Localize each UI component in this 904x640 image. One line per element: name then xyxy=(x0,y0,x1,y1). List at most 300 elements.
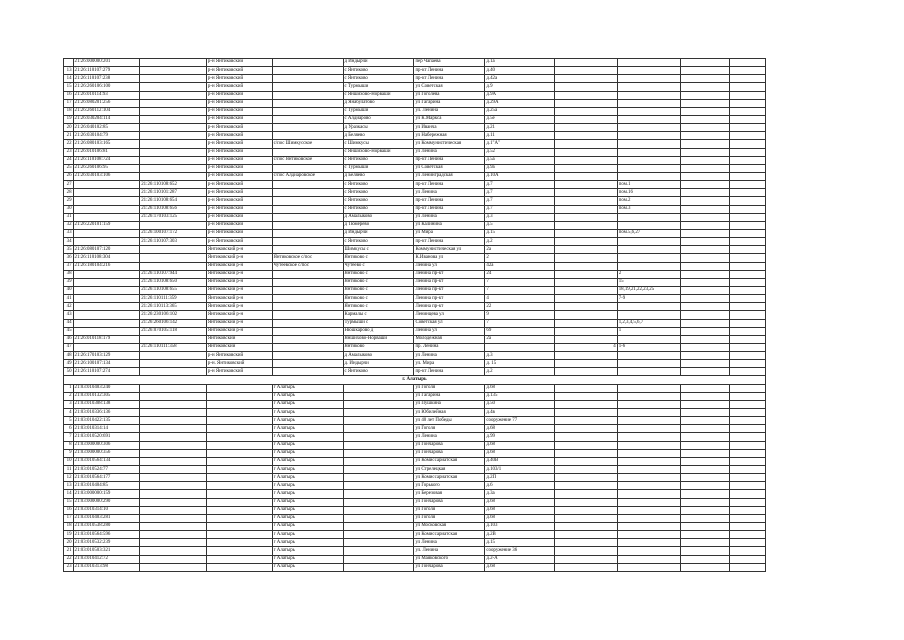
table-cell: 13 xyxy=(64,67,74,75)
empty-cell xyxy=(729,164,765,172)
table-cell: р-н Янтиковский xyxy=(206,172,272,180)
table-cell: ул Гагарина xyxy=(414,392,485,400)
table-cell xyxy=(140,172,207,180)
table-cell xyxy=(555,83,617,91)
table-row xyxy=(64,474,766,482)
table-cell: 4 xyxy=(485,295,555,303)
table-cell: ул Набережная xyxy=(414,132,485,140)
table-row xyxy=(64,254,766,262)
table-row xyxy=(64,75,766,83)
table-cell: Янтиковский xyxy=(206,343,272,351)
table-cell: 21:03:010403:240 xyxy=(73,384,140,392)
empty-cell xyxy=(681,75,730,83)
table-cell xyxy=(73,229,140,237)
table-cell: д Индырчи xyxy=(343,229,414,237)
table-cell xyxy=(555,229,617,237)
table-cell xyxy=(555,172,617,180)
table-row xyxy=(64,189,766,197)
table-row xyxy=(64,563,766,571)
table-cell: с Янтиково xyxy=(343,197,414,205)
table-cell: 7 xyxy=(485,286,555,294)
table-cell: д.5 xyxy=(485,221,555,229)
empty-cell xyxy=(729,384,765,392)
table-cell xyxy=(617,514,681,522)
table-cell xyxy=(73,197,140,205)
table-cell: Ленина ул xyxy=(414,262,485,270)
table-cell: р-н Янтиковский xyxy=(206,83,272,91)
table-cell: д.2П xyxy=(485,474,555,482)
empty-cell xyxy=(729,327,765,335)
table-cell xyxy=(617,417,681,425)
table-cell xyxy=(140,59,207,67)
table-cell: ул Стрелецкая xyxy=(414,466,485,474)
empty-cell xyxy=(729,482,765,490)
empty-cell xyxy=(681,270,730,278)
table-row xyxy=(64,59,766,67)
table-cell xyxy=(140,449,207,457)
table-cell: 30 xyxy=(64,205,74,213)
table-cell: ул Калинина xyxy=(414,221,485,229)
table-cell xyxy=(617,107,681,115)
table-cell: ул. Ленина xyxy=(414,107,485,115)
table-cell: 4 xyxy=(555,343,617,351)
table-cell xyxy=(272,319,343,327)
table-row xyxy=(64,246,766,254)
empty-cell xyxy=(681,197,730,205)
table-cell xyxy=(617,254,681,262)
table-cell xyxy=(617,539,681,547)
table-cell: 42 xyxy=(64,303,74,311)
table-cell: 21:26:070105:118 xyxy=(140,327,207,335)
empty-cell xyxy=(729,172,765,180)
table-cell: Янтиковский р-н xyxy=(206,295,272,303)
table-cell: г Алатырь xyxy=(272,409,343,417)
table-cell: 21:26:260106:142 xyxy=(140,319,207,327)
table-row xyxy=(64,409,766,417)
table-cell xyxy=(555,278,617,286)
table-cell: ул Гоголя xyxy=(414,506,485,514)
table-cell: 12 xyxy=(64,474,74,482)
table-cell: д.9 xyxy=(485,83,555,91)
empty-cell xyxy=(681,449,730,457)
table-cell: Янтиковский р-н xyxy=(206,246,272,254)
table-cell xyxy=(206,457,272,465)
table-cell: г Алатырь xyxy=(272,498,343,506)
empty-cell xyxy=(681,539,730,547)
table-cell: 23 xyxy=(64,563,74,571)
empty-cell xyxy=(681,563,730,571)
table-cell: д.1а xyxy=(485,59,555,67)
table-cell: 69 xyxy=(485,327,555,335)
table-cell: д.10А xyxy=(485,172,555,180)
table-cell: г Алатырь xyxy=(272,490,343,498)
table-cell: д.25а xyxy=(485,107,555,115)
table-cell: д.50 xyxy=(485,400,555,408)
table-cell: с Яншихово-Норваши xyxy=(343,148,414,156)
table-cell xyxy=(617,482,681,490)
table-row xyxy=(64,303,766,311)
empty-cell xyxy=(681,132,730,140)
table-cell xyxy=(206,531,272,539)
table-cell: 21:03:010132:305 xyxy=(73,392,140,400)
table-cell: 17 xyxy=(64,514,74,522)
table-cell: 21:03:010564:177 xyxy=(73,474,140,482)
table-cell xyxy=(140,498,207,506)
table-cell: г Алатырь xyxy=(272,417,343,425)
table-cell xyxy=(206,466,272,474)
table-cell xyxy=(272,205,343,213)
table-cell xyxy=(206,547,272,555)
table-cell xyxy=(140,409,207,417)
empty-cell xyxy=(681,555,730,563)
table-row xyxy=(64,295,766,303)
table-cell: д Амалыково xyxy=(343,352,414,360)
empty-cell xyxy=(729,417,765,425)
table-cell xyxy=(140,433,207,441)
table-cell xyxy=(272,238,343,246)
table-cell xyxy=(617,563,681,571)
table-cell: ул Иванча xyxy=(414,124,485,132)
empty-cell xyxy=(681,181,730,189)
table-cell xyxy=(555,270,617,278)
empty-cell xyxy=(729,303,765,311)
table-cell xyxy=(555,303,617,311)
table-cell xyxy=(617,466,681,474)
table-cell: г Алатырь xyxy=(272,384,343,392)
table-cell xyxy=(617,523,681,531)
table-cell: Янтиковский р-н xyxy=(206,311,272,319)
table-cell: Янтиковское с/пос xyxy=(272,254,343,262)
table-cell: 21:26:010114:93 xyxy=(73,91,140,99)
table-cell: 10 xyxy=(64,457,74,465)
table-cell: д.1"А" xyxy=(485,140,555,148)
table-cell: с Янтиково xyxy=(343,75,414,83)
table-cell: Ленина пр-кт xyxy=(414,303,485,311)
table-cell xyxy=(140,384,207,392)
table-row xyxy=(64,140,766,148)
table-cell: 21:26:180104:216 xyxy=(73,262,140,270)
empty-cell xyxy=(729,352,765,360)
table-cell: К.Иванова ул xyxy=(414,254,485,262)
table-cell: г Алатырь xyxy=(272,523,343,531)
table-cell xyxy=(617,474,681,482)
table-cell xyxy=(206,384,272,392)
table-cell xyxy=(555,360,617,368)
table-cell xyxy=(140,124,207,132)
table-cell: Янтиковский xyxy=(206,335,272,343)
table-cell xyxy=(140,400,207,408)
table-cell: 8 xyxy=(64,441,74,449)
table-row xyxy=(64,197,766,205)
table-cell xyxy=(272,360,343,368)
table-cell: пр. Ленина xyxy=(414,343,485,351)
table-cell: Шимкусы с xyxy=(343,246,414,254)
table-cell: д.5а xyxy=(485,156,555,164)
table-cell xyxy=(555,474,617,482)
table-cell xyxy=(140,547,207,555)
table-cell: пр-кт Ленина xyxy=(414,238,485,246)
table-cell: г Алатырь xyxy=(272,474,343,482)
table-cell: 21:26:110108:655 xyxy=(140,286,207,294)
empty-cell xyxy=(729,474,765,482)
table-body xyxy=(64,59,766,572)
table-cell: р-н Янтиковский xyxy=(206,205,272,213)
table-cell: 21:26:110113:365 xyxy=(140,303,207,311)
table-cell: д.40В xyxy=(485,457,555,465)
table-cell: 21:03:000000:356 xyxy=(73,449,140,457)
table-cell: Янтиково с xyxy=(343,303,414,311)
table-cell xyxy=(272,181,343,189)
table-cell xyxy=(343,547,414,555)
empty-cell xyxy=(729,539,765,547)
table-cell xyxy=(272,91,343,99)
table-cell: 15 xyxy=(64,83,74,91)
table-cell xyxy=(617,83,681,91)
table-cell: с Турмыши xyxy=(343,83,414,91)
table-cell: Янтиковский р-н xyxy=(206,254,272,262)
empty-cell xyxy=(729,156,765,164)
table-cell: пр-кт Ленина xyxy=(414,205,485,213)
table-cell: Ленина пр-кт xyxy=(414,270,485,278)
table-cell: р-н Янтиковский xyxy=(206,75,272,83)
table-cell xyxy=(617,433,681,441)
empty-cell xyxy=(681,91,730,99)
table-cell xyxy=(617,124,681,132)
table-cell: д.68 xyxy=(485,498,555,506)
table-cell: 21:03:010538:280 xyxy=(73,523,140,531)
empty-cell xyxy=(681,433,730,441)
table-cell: пом.5,6,27 xyxy=(617,229,681,237)
table-cell: д.52 xyxy=(485,148,555,156)
table-cell: 21:26:080107:120 xyxy=(73,246,140,254)
table-cell: 2 xyxy=(485,254,555,262)
table-cell: г Алатырь xyxy=(272,449,343,457)
table-cell: ул Гончарова xyxy=(414,563,485,571)
table-cell xyxy=(140,417,207,425)
table-row xyxy=(64,352,766,360)
table-cell xyxy=(140,221,207,229)
table-cell: ул Коммунистическая xyxy=(414,140,485,148)
table-cell: ул Ленина xyxy=(414,352,485,360)
table-cell: 21:03:010532:239 xyxy=(73,539,140,547)
empty-cell xyxy=(681,457,730,465)
table-cell xyxy=(555,107,617,115)
table-cell: Янтиково xyxy=(343,343,414,351)
empty-cell xyxy=(681,107,730,115)
table-cell xyxy=(206,392,272,400)
table-cell: д.40 xyxy=(485,67,555,75)
table-cell xyxy=(555,189,617,197)
table-cell: с Янтиково xyxy=(343,156,414,164)
empty-cell xyxy=(729,140,765,148)
empty-cell xyxy=(681,286,730,294)
table-cell: 21:03:010403:281 xyxy=(73,514,140,522)
empty-cell xyxy=(681,189,730,197)
table-cell: 50 xyxy=(64,368,74,376)
empty-cell xyxy=(729,229,765,237)
table-cell xyxy=(617,148,681,156)
table-cell: Ленинцева ул xyxy=(414,311,485,319)
table-cell xyxy=(343,506,414,514)
table-cell: ул Гончарова xyxy=(414,498,485,506)
table-cell xyxy=(272,213,343,221)
table-cell: 21:26:110107:944 xyxy=(140,270,207,278)
empty-cell xyxy=(729,246,765,254)
table-cell: р-н. Янтиковский xyxy=(206,360,272,368)
table-row xyxy=(64,311,766,319)
table-cell xyxy=(617,449,681,457)
table-cell: 21:03:010308:138 xyxy=(73,400,140,408)
table-cell: с/пос Янтиковское xyxy=(272,156,343,164)
table-cell xyxy=(272,335,343,343)
table-cell: ул. Мира xyxy=(414,360,485,368)
empty-cell xyxy=(681,474,730,482)
table-cell xyxy=(272,148,343,156)
table-row xyxy=(64,433,766,441)
empty-cell xyxy=(681,303,730,311)
table-cell xyxy=(73,343,140,351)
table-cell: Янтиковский р-н xyxy=(206,270,272,278)
empty-cell xyxy=(681,172,730,180)
empty-cell xyxy=(729,270,765,278)
table-row xyxy=(64,498,766,506)
table-cell xyxy=(617,164,681,172)
table-cell xyxy=(206,482,272,490)
table-row xyxy=(64,547,766,555)
empty-cell xyxy=(729,433,765,441)
table-cell: ул Ленина xyxy=(414,539,485,547)
table-cell: Советская ул xyxy=(414,319,485,327)
table-cell: 44 xyxy=(64,319,74,327)
table-cell: р-н Янтиковский xyxy=(206,124,272,132)
empty-cell xyxy=(681,246,730,254)
table-cell: г Алатырь xyxy=(272,531,343,539)
table-cell xyxy=(272,286,343,294)
empty-cell xyxy=(681,311,730,319)
empty-cell xyxy=(681,482,730,490)
table-cell xyxy=(617,498,681,506)
table-cell: р-н Янтиковский xyxy=(206,59,272,67)
table-cell: Янтиковский р-н xyxy=(206,327,272,335)
table-cell: ул Ленина xyxy=(414,148,485,156)
table-cell xyxy=(555,115,617,123)
table-row xyxy=(64,270,766,278)
empty-cell xyxy=(681,262,730,270)
empty-cell xyxy=(729,335,765,343)
table-row xyxy=(64,238,766,246)
table-cell: г Алатырь xyxy=(272,400,343,408)
empty-cell xyxy=(681,278,730,286)
table-cell: 21:26:010106:81 xyxy=(73,148,140,156)
table-cell: 6 xyxy=(64,425,74,433)
table-cell xyxy=(555,59,617,67)
table-cell xyxy=(272,189,343,197)
table-row xyxy=(64,368,766,376)
table-cell xyxy=(140,425,207,433)
table-row xyxy=(64,115,766,123)
empty-cell xyxy=(681,124,730,132)
table-cell: 38 xyxy=(64,270,74,278)
table-cell: с Янтиково xyxy=(343,238,414,246)
table-cell: ул Московская xyxy=(414,523,485,531)
empty-cell xyxy=(681,83,730,91)
table-cell: 49 xyxy=(64,360,74,368)
table-row xyxy=(64,384,766,392)
empty-cell xyxy=(681,115,730,123)
table-row xyxy=(64,441,766,449)
empty-cell xyxy=(729,523,765,531)
table-cell: ул Ленина xyxy=(414,433,485,441)
table-cell: ул. Ленина xyxy=(414,547,485,555)
empty-cell xyxy=(681,506,730,514)
table-row xyxy=(64,156,766,164)
table-cell xyxy=(617,490,681,498)
empty-cell xyxy=(681,490,730,498)
table-cell xyxy=(272,303,343,311)
table-cell: 37 xyxy=(64,262,74,270)
table-cell xyxy=(555,295,617,303)
table-cell: ул Юбилейная xyxy=(414,409,485,417)
table-row xyxy=(64,327,766,335)
table-cell: р-н Янтиковский xyxy=(206,238,272,246)
table-cell: 3 xyxy=(64,400,74,408)
table-cell xyxy=(343,441,414,449)
table-cell: 7 xyxy=(485,278,555,286)
empty-cell xyxy=(729,506,765,514)
table-cell xyxy=(617,392,681,400)
table-cell: р-н Янтиковский xyxy=(206,189,272,197)
table-cell: 13 xyxy=(64,482,74,490)
table-cell xyxy=(73,278,140,286)
empty-cell xyxy=(729,466,765,474)
table-cell: 24 xyxy=(485,270,555,278)
table-cell xyxy=(64,59,74,67)
table-cell xyxy=(555,213,617,221)
table-cell: 31 xyxy=(64,213,74,221)
table-cell: Ленина пр-кт xyxy=(414,295,485,303)
table-cell xyxy=(206,449,272,457)
empty-cell xyxy=(729,343,765,351)
table-cell xyxy=(272,311,343,319)
table-cell: р-н Янтиковский xyxy=(206,213,272,221)
table-cell: ул Пушкина xyxy=(414,400,485,408)
table-cell: 21 xyxy=(64,547,74,555)
table-cell: 21:03:010412:72 xyxy=(73,555,140,563)
table-cell: Янтиковский р-н xyxy=(206,303,272,311)
table-row xyxy=(64,164,766,172)
table-cell xyxy=(140,132,207,140)
empty-cell xyxy=(681,164,730,172)
table-cell: пр-кт Ленина xyxy=(414,156,485,164)
empty-cell xyxy=(681,384,730,392)
table-cell: пом.16 xyxy=(617,189,681,197)
table-cell xyxy=(140,441,207,449)
table-cell: сооружение 77 xyxy=(485,417,555,425)
table-cell xyxy=(555,417,617,425)
table-cell xyxy=(555,392,617,400)
table-cell xyxy=(617,262,681,270)
table-cell: с/пос Алдиаровское xyxy=(272,172,343,180)
table-cell xyxy=(140,482,207,490)
table-cell: д.3а xyxy=(485,490,555,498)
empty-cell xyxy=(729,189,765,197)
table-cell xyxy=(617,99,681,107)
table-cell xyxy=(555,441,617,449)
table-cell: г Алатырь xyxy=(272,539,343,547)
table-cell: г Алатырь xyxy=(272,555,343,563)
table-row xyxy=(64,360,766,368)
table-cell xyxy=(140,83,207,91)
